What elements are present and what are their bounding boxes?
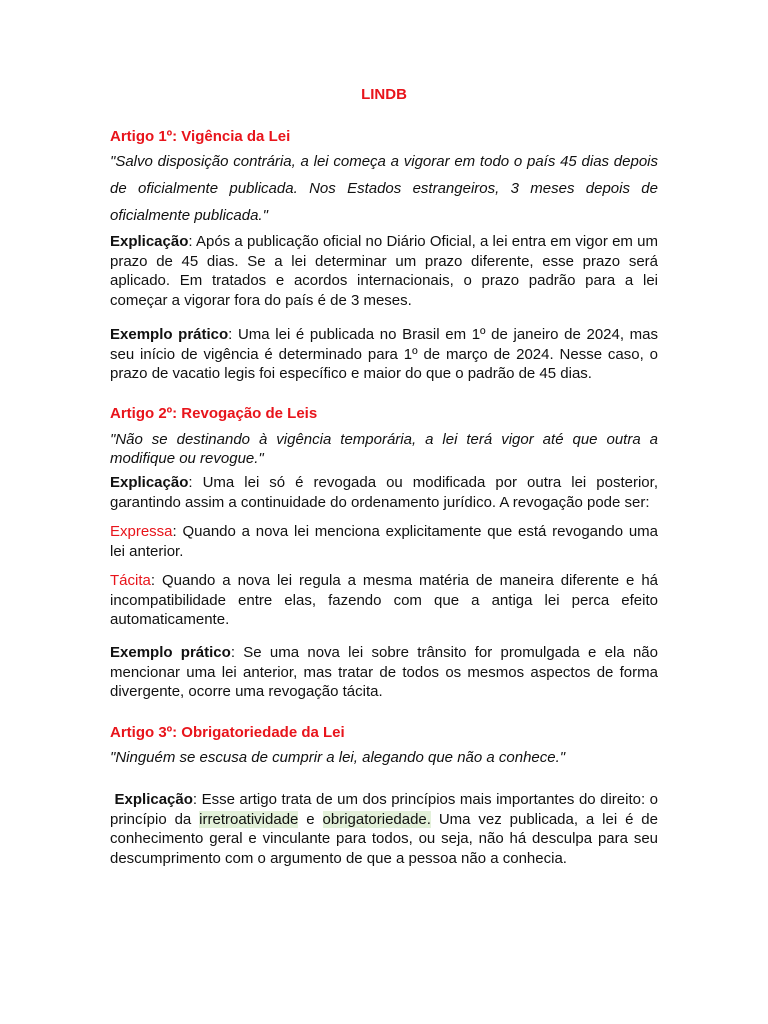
tacita-label: Tácita (110, 572, 151, 589)
explanation-label: Explicação (110, 474, 189, 491)
highlight-irretroatividade: irretroatividade (199, 810, 299, 828)
article-3-quote: "Ninguém se escusa de cumprir a lei, alegando que não a conhece." (110, 749, 566, 766)
article-3-heading: Artigo 3º: Obrigatoriedade da Lei (110, 724, 345, 741)
example-text: : Uma lei é publicada no Brasil em 1º de janeiro de 2024, mas seu início de vigência é determinado para 1º de março de 2024. Nesse caso, o prazo de vacatio legis foi específico e maior do que o padrão de 45 dias. (110, 326, 658, 382)
article-2-heading: Artigo 2º: Revogação de Leis (110, 405, 318, 422)
explanation-text-a: : Esse artigo trata de um dos princípios mais importantes do direito: o princípio da (110, 791, 658, 828)
article-3-explanation (110, 790, 658, 868)
explanation-text: : Uma lei só é revogada ou modificada por outra lei posterior, garantindo assim a continuidade do ordenamento jurídico. A revogação pode ser: (110, 474, 658, 511)
example-label: Exemplo prático (110, 644, 231, 661)
article-2-quote: "Não se destinando à vigência temporária, a lei terá vigor até que outra a modifique ou revogue." (110, 431, 658, 467)
expressa-label: Expressa (110, 523, 173, 540)
highlight-obrigatoriedade: obrigatoriedade. (322, 810, 431, 828)
article-1-heading: Artigo 1º: Vigência da Lei (110, 128, 291, 145)
example-label: Exemplo prático (110, 326, 229, 343)
example-text: : Se uma nova lei sobre trânsito for promulgada e ela não mencionar uma lei anterior, mas tratar de todos os mesmos aspectos de forma divergente, ocorre uma revogação tácita. (110, 644, 658, 700)
article-2-tacita (110, 571, 658, 630)
document-title: LINDB (361, 86, 407, 103)
article-1-quote: "Salvo disposição contrária, a lei começa a vigorar em todo o país 45 dias depois de oficialmente publicada. Nos Estados estrangeiros, 3 meses depois de oficialmente publicada." (110, 153, 658, 224)
article-2-explanation (110, 473, 658, 512)
explanation-text: : Após a publicação oficial no Diário Oficial, a lei entra em vigor em um prazo de 45 dias. Se a lei determinar um prazo diferente, esse prazo será aplicado. Em tratados e acordos internacionais, o prazo padrão para a lei começar a vigorar fora do país é de 3 meses. (110, 233, 658, 309)
explanation-text-b: e (298, 810, 323, 828)
explanation-label: Explicação (110, 233, 189, 250)
explanation-label: Explicação (114, 791, 193, 808)
explanation-text-c: Uma vez publicada, a lei é de conhecimento geral e vinculante para todos, ou seja, não há desculpa para seu descumprimento com o argumento de que a pessoa não a conhecia. (110, 810, 658, 867)
article-1-example (110, 325, 658, 384)
tacita-text: : Quando a nova lei regula a mesma matéria de maneira diferente e há incompatibilidade entre elas, fazendo com que a antiga lei perca efeito automaticamente. (110, 572, 658, 628)
article-1-explanation (110, 232, 658, 310)
article-2-expressa (110, 522, 658, 561)
expressa-text: : Quando a nova lei menciona explicitamente que está revogando uma lei anterior. (110, 523, 658, 560)
article-2-example (110, 643, 658, 702)
